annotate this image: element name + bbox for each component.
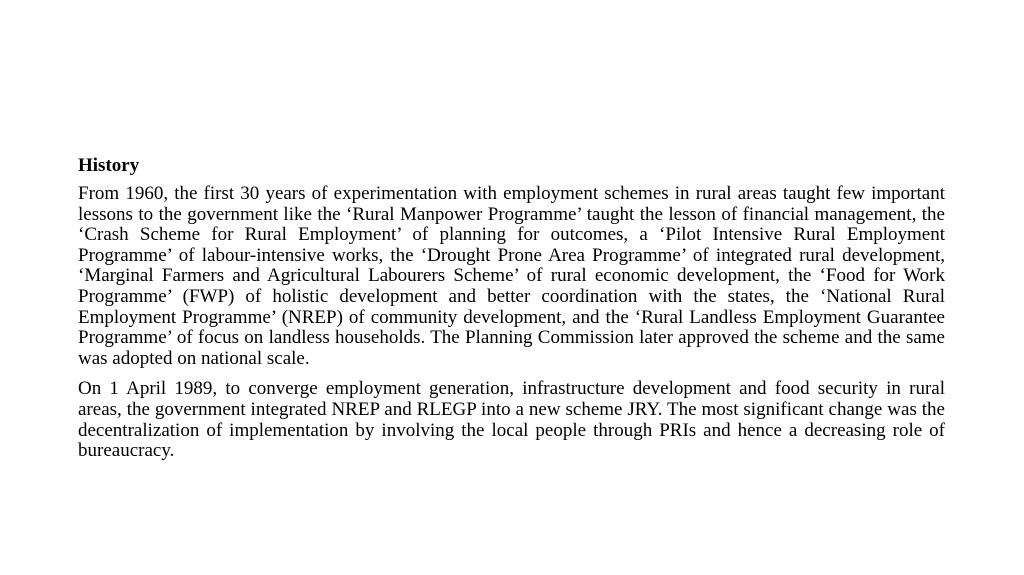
text-body — [78, 154, 945, 472]
section-heading: History — [78, 155, 140, 176]
paragraph-history-2: On 1 April 1989, to converge employment generation, infrastructure development and food security in rural areas, the government integrated NREP and RLEGP into a new scheme JRY. The most significant change was the decentralization of implementation by involving the local people through PRIs and hence a decreasing role of bureaucracy. — [78, 378, 945, 462]
paragraph-history-1: From 1960, the first 30 years of experimentation with employment schemes in rural areas taught few important lessons to the government like the ‘Rural Manpower Programme’ taught the lesson of financial management, the ‘Crash Scheme for Rural Employment’ of planning for outcomes, a ‘Pilot Intensive Rural Employment Programme’ of labour-intensive works, the ‘Drought Prone Area Programme’ of integrated rural development, ‘Marginal Farmers and Agricultural Labourers Scheme’ of rural economic development, the ‘Food for Work Programme’ (FWP) of holistic development and better coordination with the states, the ‘National Rural Employment Programme’ (NREP) of community development, and the ‘Rural Landless Employment Guarantee Programme’ of focus on landless households. The Planning Commission later approved the scheme and the same was adopted on national scale. — [78, 183, 945, 369]
